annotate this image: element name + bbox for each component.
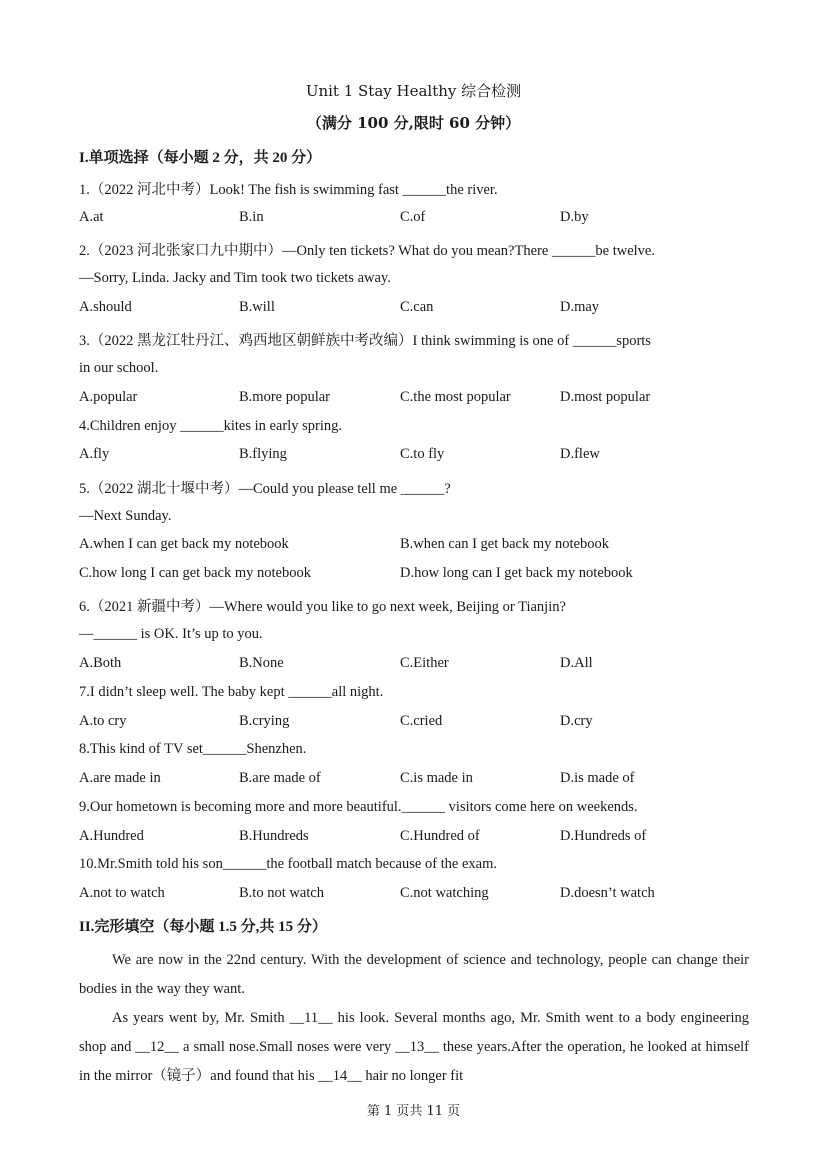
page-subtitle: （满分 100 分,限时 60 分钟） xyxy=(306,114,521,132)
q8-option-d: D.is made of xyxy=(560,770,635,786)
cloze-paragraph-1: We are now in the 22nd century. With the development of science and technology, people can change their bodies in the way they want. xyxy=(79,952,749,997)
q10-option-a: A.not to watch xyxy=(79,885,165,901)
question-6-text: 6.（2021 新疆中考）—Where would you like to go next week, Beijing or Tianjin? xyxy=(79,599,566,615)
cloze-paragraph-2: As years went by, Mr. Smith __11__ his look. Several months ago, Mr. Smith went to a body engineering shop and __12__ a small nose.Small noses were very __13__ these years.After the operation, he looked at himself in the mirror（镜子）and found that his __14__ hair no longer fit xyxy=(79,1010,749,1084)
question-10-text: 10.Mr.Smith told his son______the football match because of the exam. xyxy=(79,856,498,872)
q5-option-d: D.how long can I get back my notebook xyxy=(400,565,633,581)
q5-option-a: A.when I can get back my notebook xyxy=(79,536,289,552)
q7-option-d: D.cry xyxy=(560,713,593,729)
q1-option-a: A.at xyxy=(79,209,104,225)
q6-option-d: D.All xyxy=(560,655,593,671)
question-4-text: 4.Children enjoy ______kites in early spring. xyxy=(79,418,342,434)
q2-option-d: D.may xyxy=(560,299,600,315)
q6-option-b: B.None xyxy=(239,655,284,671)
question-3-text-cont: in our school. xyxy=(79,360,159,376)
q4-option-c: C.to fly xyxy=(400,446,445,462)
q4-option-a: A.fly xyxy=(79,446,110,462)
section-heading-1: I.单项选择（每小题 2 分，共 20 分） xyxy=(79,150,322,166)
q4-option-b: B.flying xyxy=(239,446,287,462)
q9-option-b: B.Hundreds xyxy=(239,828,309,844)
section-heading-2: II.完形填空（每小题 1.5 分,共 15 分） xyxy=(79,919,327,935)
q7-option-c: C.cried xyxy=(400,713,443,729)
q8-option-c: C.is made in xyxy=(400,770,473,786)
question-5-reply: —Next Sunday. xyxy=(79,508,172,524)
q2-option-b: B.will xyxy=(239,299,275,315)
q5-option-b: B.when can I get back my notebook xyxy=(400,536,609,552)
q6-option-a: A.Both xyxy=(79,655,122,671)
page-number: 第 1 页共 11 页 xyxy=(366,1104,461,1119)
q9-option-c: C.Hundred of xyxy=(400,828,480,844)
question-2-reply: —Sorry, Linda. Jacky and Tim took two tickets away. xyxy=(79,270,391,286)
q10-option-c: C.not watching xyxy=(400,885,489,901)
q3-option-b: B.more popular xyxy=(239,389,331,405)
question-9-text: 9.Our hometown is becoming more and more beautiful.______ visitors come here on weekends. xyxy=(79,799,638,815)
q8-option-b: B.are made of xyxy=(239,770,321,786)
q8-option-a: A.are made in xyxy=(79,770,161,786)
q4-option-d: D.flew xyxy=(560,446,600,462)
q7-option-b: B.crying xyxy=(239,713,290,729)
q9-option-d: D.Hundreds of xyxy=(560,828,647,844)
question-8-text: 8.This kind of TV set______Shenzhen. xyxy=(79,741,307,757)
question-1-text: 1.（2022 河北中考）Look! The fish is swimming fast ______the river. xyxy=(79,182,498,198)
question-3-text: 3.（2022 黑龙江牡丹江、鸡西地区朝鲜族中考改编）I think swimming is one of ______sports xyxy=(79,333,651,349)
q9-option-a: A.Hundred xyxy=(79,828,144,844)
question-7-text: 7.I didn’t sleep well. The baby kept ______all night. xyxy=(79,684,384,700)
q2-option-a: A.should xyxy=(79,299,132,315)
q10-option-b: B.to not watch xyxy=(239,885,324,901)
q10-option-d: D.doesn’t watch xyxy=(560,885,655,901)
q1-option-b: B.in xyxy=(239,209,264,225)
q3-option-c: C.the most popular xyxy=(400,389,511,405)
q1-option-c: C.of xyxy=(400,209,426,225)
q3-option-d: D.most popular xyxy=(560,389,651,405)
q2-option-c: C.can xyxy=(400,299,434,315)
q1-option-d: D.by xyxy=(560,209,589,225)
q5-option-c: C.how long I can get back my notebook xyxy=(79,565,311,581)
q3-option-a: A.popular xyxy=(79,389,138,405)
page-title: Unit 1 Stay Healthy 综合检测 xyxy=(305,82,522,100)
q6-option-c: C.Either xyxy=(400,655,449,671)
question-6-reply: —______ is OK. It’s up to you. xyxy=(79,626,263,642)
question-2-text: 2.（2023 河北张家口九中期中）—Only ten tickets? What do you mean?There ______be twelve. xyxy=(79,243,655,259)
q7-option-a: A.to cry xyxy=(79,713,127,729)
question-5-text: 5.（2022 湖北十堰中考）—Could you please tell me ______? xyxy=(79,481,451,497)
